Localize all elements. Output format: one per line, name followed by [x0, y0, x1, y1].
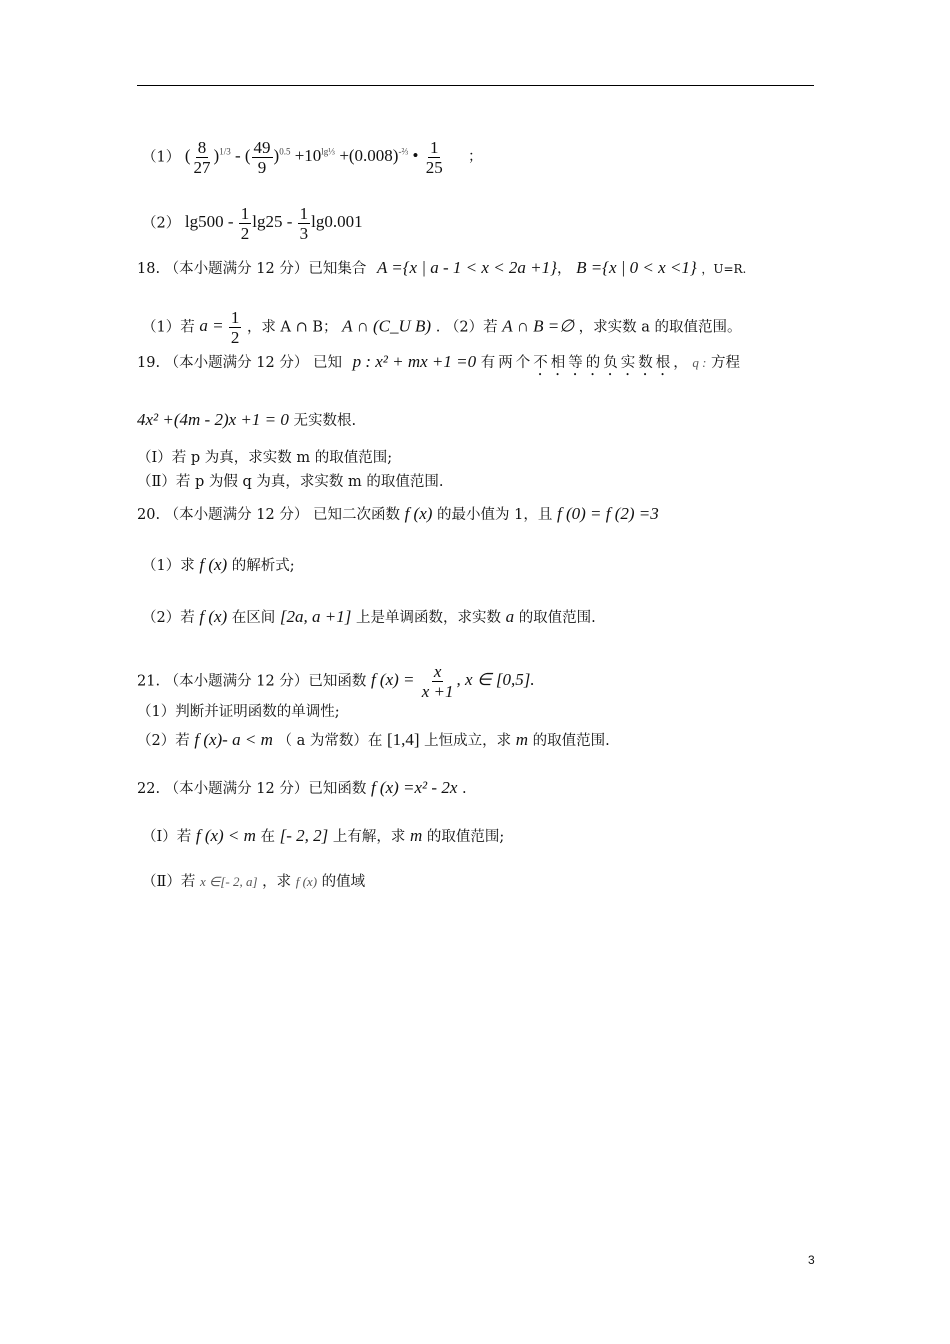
q20-part2: （2）若 f (x) 在区间 [2a, a +1] 上是单调函数，求实数 a 的取值范围. — [142, 607, 596, 626]
q19-part1: （Ⅰ）若 p 为真，求实数 m 的取值范围; — [137, 450, 393, 466]
page-number: 3 — [808, 1253, 815, 1267]
q19-part2: （Ⅱ）若 p 为假 q 为真，求实数 m 的取值范围. — [137, 474, 444, 490]
q22-part2: （Ⅱ）若 x ∈[- 2, a] ，求 f (x) 的值域 — [142, 874, 366, 890]
q17-part1: （1） ( $\frac{8}{27}$ )$^{1/3}$ - ( $\frac{49}{9}$ )$^{0.5} +10^{lg\frac{1}{3}} +(0.008)^{-\frac{2}{3}}$ • $\frac{1}{25}$ ； — [142, 138, 483, 177]
q18-a-value: a = $\frac{1}{2}$ — [199, 308, 240, 347]
q22-part1: （Ⅰ）若 f (x) < m 在 [- 2, 2] 上有解，求 m 的取值范围; — [142, 826, 505, 845]
q21-part2: （2）若 f (x)- a < m （ a 为常数）在 [1,4] 上恒成立，求 m 的取值范围. — [137, 730, 610, 749]
header-rule — [137, 85, 814, 86]
q19-head: 19. （本小题满分 12 分） 已知 p : x² + mx +1 =0 有两个不相等的负实数根， q : 方程 — [137, 352, 741, 371]
q17-part2: （2） lg500 - $\frac{1}{2}$ lg25 - $\frac{1}{3}$ lg0.001 — [142, 204, 363, 243]
q18-parts: （1）若 a = $\frac{1}{2}$ ，求 A ∩ B； A ∩ (C_U B) . （2）若 A ∩ B =∅ ，求实数 a 的取值范围。 — [142, 308, 742, 347]
q21-function: f (x) = $\frac{x}{x +1}$ , x ∈ [0,5]. — [370, 662, 535, 701]
q17-part2-expression: lg500 - $\frac{1}{2}$ lg25 - $\frac{1}{3}$ lg0.001 — [184, 204, 363, 243]
q21-head: 21. （本小题满分 12 分）已知函数 f (x) = $\frac{x}{x +1}$ , x ∈ [0,5]. — [137, 662, 535, 701]
q22-head: 22. （本小题满分 12 分）已知函数 f (x) =x² - 2x . — [137, 778, 467, 797]
q19-eq2: 4x² +(4m - 2)x +1 = 0 无实数根. — [137, 410, 357, 429]
q18-head: 18. （本小题满分 12 分）已知集合 A ={x | a - 1 < x < 2a +1}， B ={x | 0 < x <1} ，U=R. — [137, 258, 747, 277]
q20-part1: （1）求 f (x) 的解析式; — [142, 555, 295, 574]
q20-head: 20. （本小题满分 12 分） 已知二次函数 f (x) 的最小值为 1，且 f (0) = f (2) =3 — [137, 504, 659, 523]
q21-part1: （1）判断并证明函数的单调性; — [137, 704, 340, 720]
q17-part1-expression: ( $\frac{8}{27}$ )$^{1/3}$ - ( $\frac{49}{9}$ )$^{0.5} +10^{lg\frac{1}{3}} +(0.008)^{-\frac{2}{3}}$ • $\frac{1}{25}$ — [184, 138, 443, 177]
